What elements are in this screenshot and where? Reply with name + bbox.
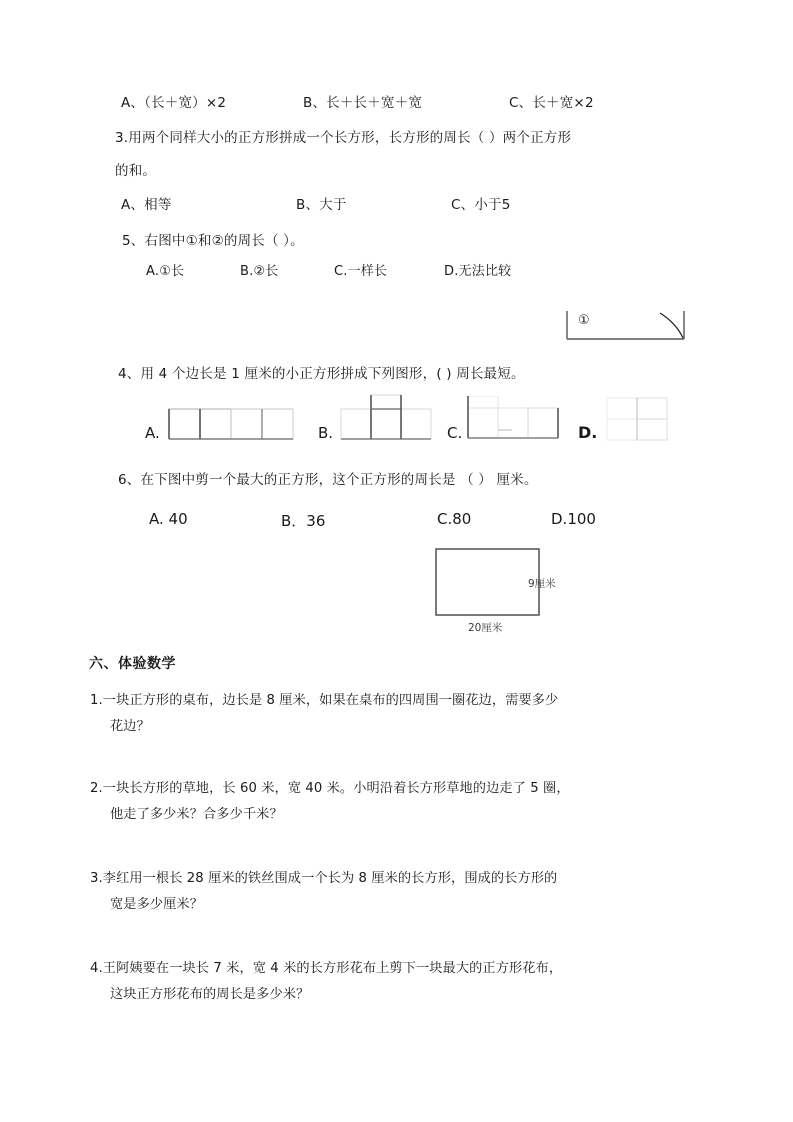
- section-6-heading: 六、体验数学: [89, 656, 176, 672]
- q5-option-a: A.①长: [146, 264, 185, 279]
- q4-option-c-label: C.: [447, 424, 463, 442]
- q6-text: 6、在下图中剪一个最大的正方形，这个正方形的周长是 （ ） 厘米。: [118, 472, 538, 488]
- word-problem-4-line-2: 这块正方形花布的周长是多少米？: [110, 986, 310, 1002]
- q2-option-b: B、长＋长＋宽＋宽: [303, 95, 423, 111]
- q4-figure-a: [168, 404, 298, 440]
- word-problem-3: [90, 866, 690, 917]
- q6-height-label: 9厘米: [528, 578, 556, 590]
- q4-option-a-label: A.: [145, 424, 160, 442]
- q5-figure-clipped: [566, 311, 686, 341]
- q5-option-d: D.无法比较: [444, 264, 512, 279]
- word-problem-2: [90, 776, 690, 827]
- q2-option-a: A、（长＋宽）×2: [121, 95, 227, 111]
- q4-figure-b: [338, 393, 438, 441]
- q4-option-d-label: D.: [578, 423, 598, 442]
- q4-figure-c: [466, 396, 566, 441]
- q5-option-b: B.②长: [240, 264, 279, 279]
- word-problem-1: [90, 688, 690, 739]
- q5-option-c: C.一样长: [334, 264, 388, 279]
- q6-width-label: 20厘米: [468, 622, 503, 634]
- word-problem-3-line-1: 3.李红用一根长 28 厘米的铁丝围成一个长为 8 厘米的长方形，围成的长方形的: [90, 871, 558, 886]
- q2-option-c: C、长＋宽×2: [509, 95, 594, 111]
- q3-text-line-2: 的和。: [115, 163, 157, 179]
- q4-option-b-label: B.: [318, 424, 334, 442]
- word-problem-1-line-2: 花边？: [110, 718, 150, 734]
- word-problem-2-line-2: 他走了多少米？合多少千米？: [110, 806, 283, 822]
- q3-text-line-1: 3.用两个同样大小的正方形拼成一个长方形，长方形的周长（ ）两个正方形: [115, 130, 572, 146]
- word-problem-4: [90, 956, 690, 1007]
- q6-option-c: C.80: [437, 510, 472, 528]
- q3-option-b: B、大于: [296, 197, 347, 213]
- word-problem-3-line-2: 宽是多少厘米？: [110, 896, 204, 912]
- q6-option-b: B．36: [281, 512, 326, 530]
- word-problem-2-line-1: 2.一块长方形的草地，长 60 米，宽 40 米。小明沿着长方形草地的边走了 5 圈，: [90, 781, 570, 796]
- word-problem-1-line-1: 1.一块正方形的桌布，边长是 8 厘米，如果在桌布的四周围一圈花边，需要多少: [90, 693, 559, 708]
- q4-text: 4、用 4 个边长是 1 厘米的小正方形拼成下列图形，( ) 周长最短。: [118, 366, 525, 382]
- q5-figure-label-1: ①: [578, 313, 590, 328]
- q5-text: 5、右图中①和②的周长（ ）。: [122, 233, 304, 249]
- word-problem-4-line-1: 4.王阿姨要在一块长 7 米，宽 4 米的长方形花布上剪下一块最大的正方形花布，: [90, 961, 563, 976]
- q3-option-a: A、相等: [121, 197, 172, 213]
- q6-option-d: D.100: [551, 510, 596, 528]
- q3-option-c: C、小于5: [451, 197, 511, 213]
- q6-option-a: A. 40: [149, 510, 188, 528]
- q4-figure-d: [605, 396, 675, 442]
